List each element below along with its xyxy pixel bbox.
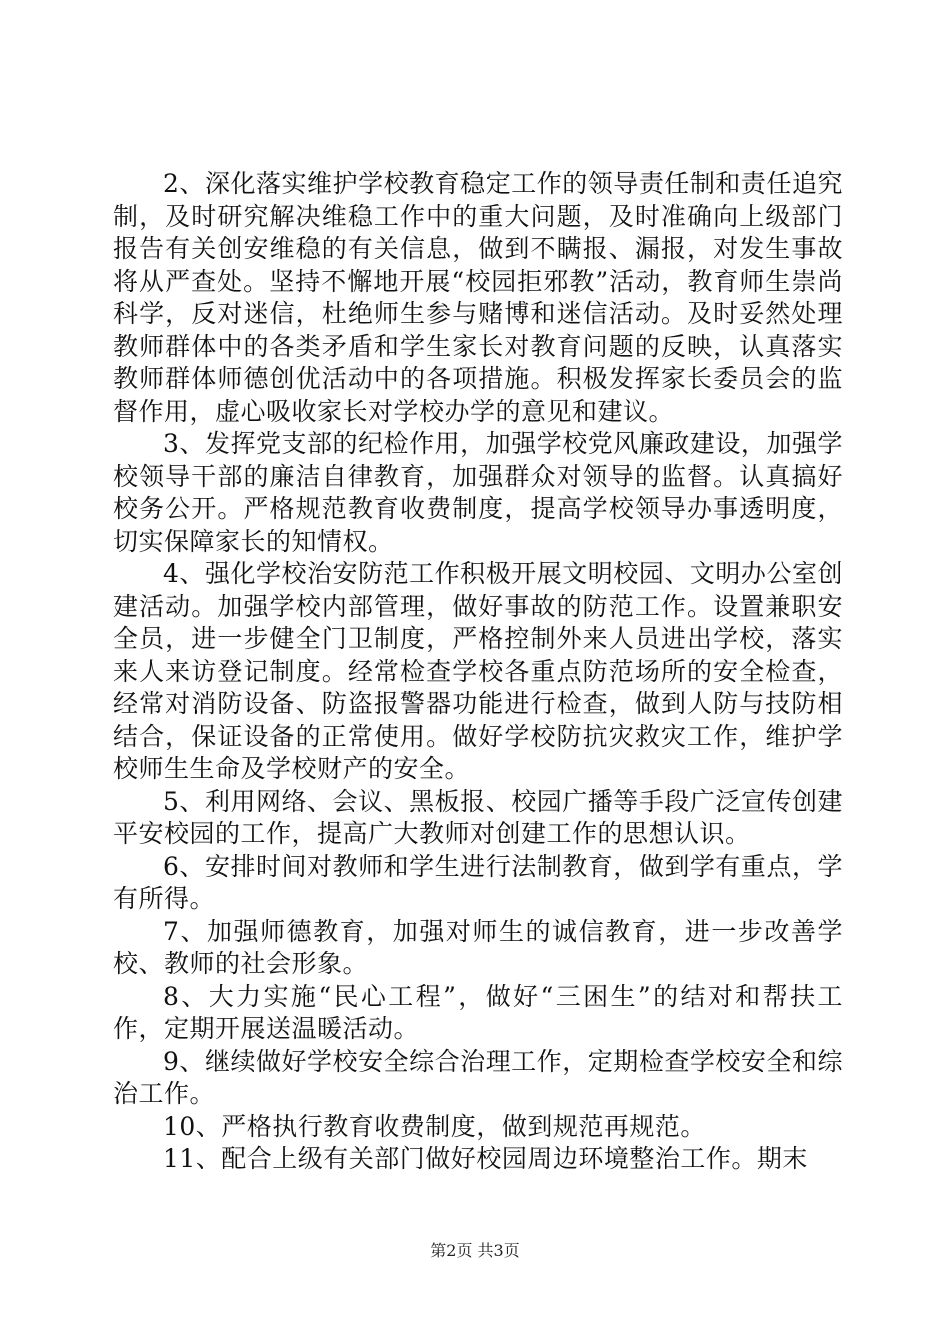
paragraph-item-8: 8、大力实施“民心工程”，做好“三困生”的结对和帮扶工作，定期开展送温暖活动。 bbox=[113, 981, 843, 1043]
paragraph-item-7: 7、加强师德教育，加强对师生的诚信教育，进一步改善学校、教师的社会形象。 bbox=[113, 916, 843, 978]
paragraph-item-6: 6、安排时间对教师和学生进行法制教育，做到学有重点，学有所得。 bbox=[113, 851, 843, 913]
paragraph-item-11: 11、配合上级有关部门做好校园周边环境整治工作。期末 bbox=[163, 1144, 808, 1173]
paragraph-item-4: 4、强化学校治安防范工作积极开展文明校园、文明办公室创建活动。加强学校内部管理，做好事故的防范工作。设置兼职安全员，进一步健全门卫制度，严格控制外来人员进出学校，落实来人来访登记制度。经常检查学校各重点防范场所的安全检查，经常对消防设备、防盗报警器功能进行检查，做到人防与技防相结合，保证设备的正常使用。做好学校防抗灾救灾工作，维护学校师生生命及学校财产的安全。 bbox=[113, 559, 843, 783]
paragraph-item-5: 5、利用网络、会议、黑板报、校园广播等手段广泛宣传创建平安校园的工作，提高广大教师对创建工作的思想认识。 bbox=[113, 786, 843, 848]
page-number-indicator: 第2页 共3页 bbox=[430, 1241, 520, 1260]
page-footer bbox=[0, 1238, 950, 1261]
paragraph-item-10: 10、严格执行教育收费制度，做到规范再规范。 bbox=[163, 1111, 706, 1141]
paragraph-item-9: 9、继续做好学校安全综合治理工作，定期检查学校安全和综治工作。 bbox=[113, 1046, 843, 1108]
document-body bbox=[113, 168, 843, 1176]
paragraph-item-2: 2、深化落实维护学校教育稳定工作的领导责任制和责任追究制，及时研究解决维稳工作中的重大问题，及时准确向上级部门报告有关创安维稳的有关信息，做到不瞒报、漏报，对发生事故将从严查处。坚持不懈地开展“校园拒邪教”活动，教育师生崇尚科学，反对迷信，杜绝师生参与赌博和迷信活动。及时妥然处理教师群体中的各类矛盾和学生家长对教育问题的反映，认真落实教师群体师德创优活动中的各项措施。积极发挥家长委员会的监督作用，虚心吸收家长对学校办学的意见和建议。 bbox=[113, 169, 843, 426]
paragraph-item-3: 3、发挥党支部的纪检作用，加强学校党风廉政建设，加强学校领导干部的廉洁自律教育，加强群众对领导的监督。认真搞好校务公开。严格规范教育收费制度，提高学校领导办事透明度，切实保障家长的知情权。 bbox=[113, 429, 843, 556]
